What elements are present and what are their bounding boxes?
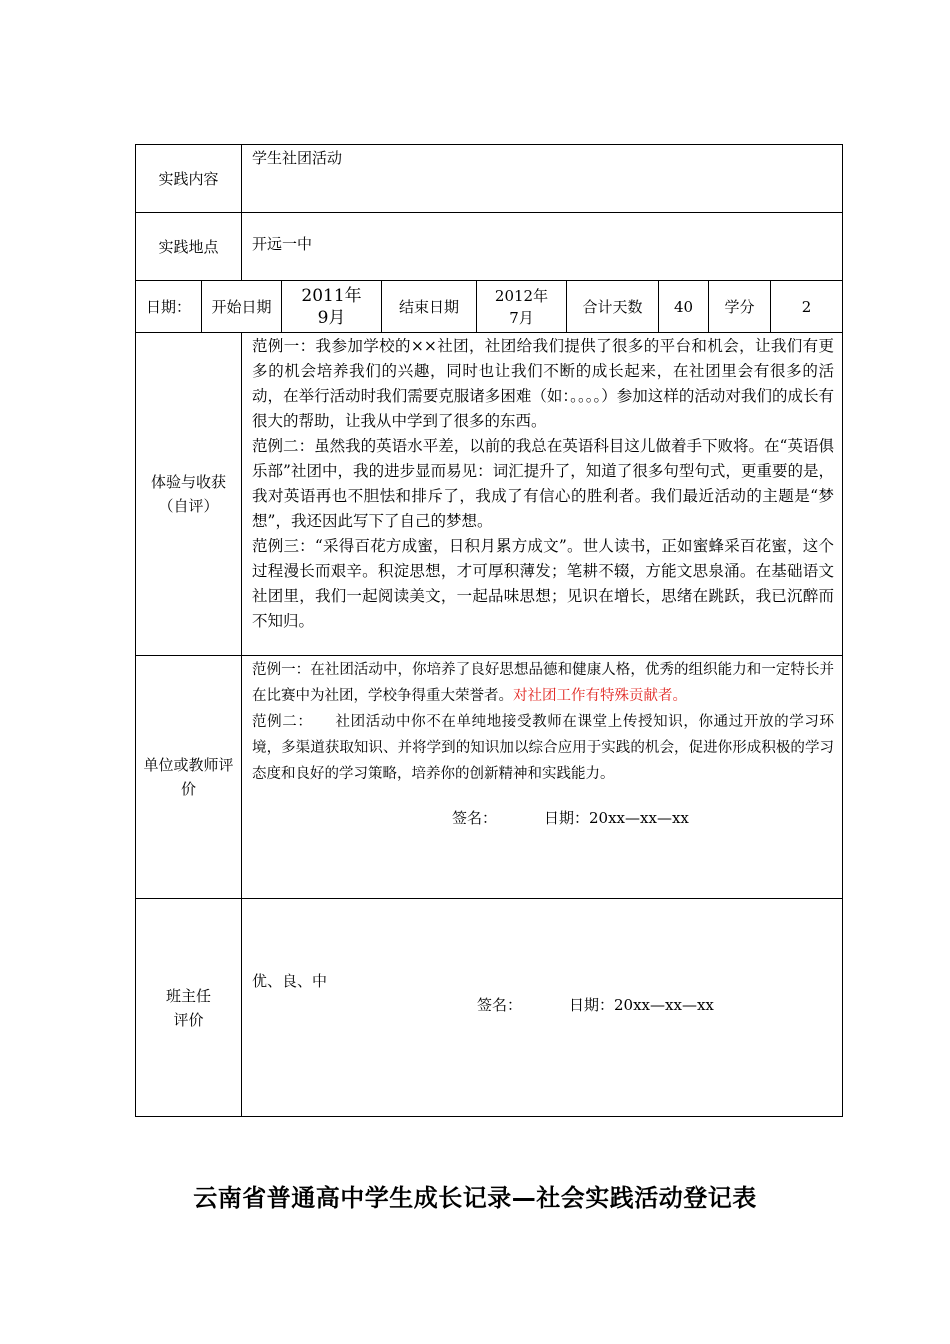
- experience-row: [136, 333, 843, 656]
- unit-paragraph-2: 范例二： 社团活动中你不在单纯地接受教师在课堂上传授知识，你通过开放的学习环境，多渠道获取知识、并将学到的知识加以综合应用于实践的机会，促进你形成积极的学习态度和良好的学习策略，培养你的创新精神和实践能力。: [252, 714, 835, 782]
- unit-review-cell: [242, 656, 843, 899]
- end-date-label: 结束日期: [382, 281, 477, 333]
- class-date-label: 日期：20xx—xx—xx: [569, 996, 714, 1014]
- class-review-cell: [242, 899, 843, 1117]
- class-signature-line: [252, 994, 834, 1015]
- content-label: 实践内容: [136, 145, 242, 213]
- dates-row: [136, 281, 843, 333]
- unit-signature-label: 签名：: [452, 809, 498, 827]
- content-value: 学生社团活动: [252, 149, 343, 167]
- total-days-value: 40: [659, 281, 709, 333]
- class-label: 班主任评价: [165, 986, 211, 1029]
- end-date-value: 2012年7月: [477, 281, 567, 333]
- date-label: 日期：: [136, 281, 202, 333]
- experience-paragraph-1: 范例一：我参加学校的××社团，社团给我们提供了很多的平台和机会，让我们有更多的机会培养我们的兴趣，同时也让我们不断的成长起来，在社团里会有很多的活动，在举行活动时我们需要克服诸多困难（如：。。。。）参加这样的活动对我们的成长有很大的帮助，让我从中学到了很多的东西。: [252, 337, 835, 430]
- unit-date-label: 日期：20xx—xx—xx: [544, 809, 689, 827]
- experience-label-cell: [136, 333, 242, 656]
- unit-label-cell: [136, 656, 242, 899]
- unit-paragraph-1-text: 范例一：在社团活动中，你培养了良好思想品德和健康人格，优秀的组织能力和一定特长并在比赛中为社团，学校争得重大荣誉者。: [252, 662, 835, 704]
- class-signature-label: 签名：: [477, 996, 523, 1014]
- place-label: 实践地点: [136, 213, 242, 281]
- total-days-label: 合计天数: [567, 281, 659, 333]
- unit-label: 单位或教师评价: [143, 756, 234, 798]
- experience-label: 体验与收获（自评）: [150, 473, 226, 515]
- experience-paragraphs: [242, 333, 842, 634]
- document-title: 云南省普通高中学生成长记录—社会实践活动登记表: [193, 1184, 757, 1212]
- unit-signature-line: [252, 807, 834, 828]
- unit-paragraph-1: [252, 657, 834, 709]
- credit-value: 2: [771, 281, 843, 333]
- content-row: [136, 145, 843, 213]
- place-row: [136, 213, 843, 281]
- place-value: 开远一中: [252, 235, 313, 253]
- class-teacher-row: [136, 899, 843, 1117]
- unit-review-row: [136, 656, 843, 899]
- start-date-label: 开始日期: [202, 281, 282, 333]
- start-date-value: 2011年9月: [282, 281, 382, 333]
- experience-paragraph-2: 范例二：虽然我的英语水平差，以前的我总在英语科目这儿做着手下败将。在“英语俱乐部”社团中，我的进步显而易见：词汇提升了，知道了很多句型句式，更重要的是，我对英语再也不胆怯和排斥了，我成了有信心的胜利者。我们最近活动的主题是“梦想”，我还因此写下了自己的梦想。: [252, 437, 835, 530]
- class-grade-options: 优、良、中: [252, 972, 328, 990]
- credit-label: 学分: [709, 281, 771, 333]
- experience-paragraph-3: 范例三：“采得百花方成蜜，日积月累方成文”。世人读书，正如蜜蜂采百花蜜，这个过程漫长而艰辛。积淀思想，才可厚积薄发；笔耕不辍，方能文思泉涌。在基础语文社团里，我们一起阅读美文，一起品味思想；见识在增长，思绪在跳跃，我已沉醉而不知归。: [252, 537, 835, 630]
- unit-paragraph-1-highlight: 对社团工作有特殊贡献者。: [513, 688, 688, 704]
- class-label-cell: [136, 899, 242, 1117]
- registration-form-table: [135, 144, 843, 1117]
- place-value-cell: [242, 213, 843, 281]
- experience-content-cell: [242, 333, 843, 656]
- content-value-cell: [242, 145, 843, 213]
